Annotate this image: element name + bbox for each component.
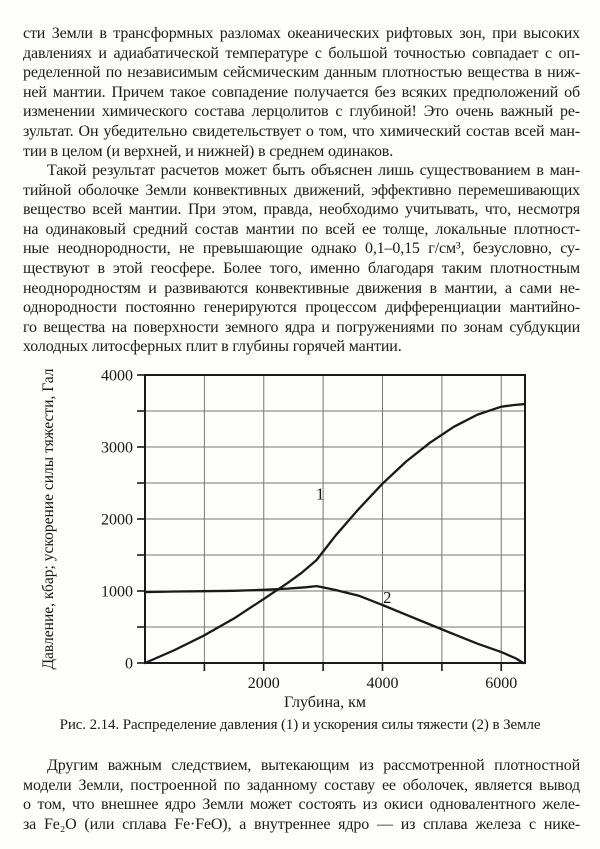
x-tick-label: 4000 [366,675,399,692]
y-tick-label: 2000 [101,511,133,529]
series-2-curve [145,586,523,663]
text-line: го вещества на поверхности земного ядра и погружениями по зонам субдукции [23,318,580,336]
paragraph-3 [23,756,580,834]
text-line: ные неоднородности, не превышающие однако 0,1–0,15 г/см³, безусловно, су- [23,240,580,258]
text-line: ществуют в этой геосфере. Более того, именно благодаря таким плотностным [23,259,580,277]
text-line: изменении химического состава лерцолитов с глубиной! Это очень важный ре- [23,103,580,121]
text-line: на одинаковый средний состав мантии по всей ее толще, локальные плотност- [23,220,580,238]
series-1-curve [145,404,523,663]
y-tick-label: 4000 [101,367,133,385]
text-line: однородности постоянно генерируются процессом дифференциации мантийно- [23,299,580,317]
text-line: ределенной по независимым сейсмическим данным плотностью вещества в ниж- [23,64,580,82]
text-line: за Fe₂O (или сплава Fe·FeO), а внутреннее ядро — из сплава железа с нике- [23,815,580,833]
text-line: вещество всей мантии. При этом, правда, необходимо учитывать, что, несмотря [23,201,580,219]
figure-2-14 [20,363,580,713]
text-line: Другим важным следствием, вытекающим из рассмотренной плотностной [47,757,580,774]
text-line: тийной оболочке Земли конвективных движений, эффективно перемешивающих [23,181,580,199]
curve-label-2: 2 [383,588,392,608]
text-line: неоднородностям и развиваются конвективные движения в мантии, а сами не- [23,279,580,297]
text-line: холодных литосферных плит в глубины горячей мантии. [23,338,402,356]
y-tick-label: 1000 [101,583,133,601]
text-line: о том, что внешнее ядро Земли может состоять из окиси одновалентного желе- [23,796,580,814]
text-line: зультат. Он убедительно свидетельствует о том, что химический состав всей ман- [23,122,580,140]
text-line: давлениях и адиабатической температуре с большой точностью совпадает с оп- [23,44,580,62]
y-axis-label: Давление, кбар; ускорение силы тяжести, Гал [40,368,57,670]
text-line: Такой результат расчетов может быть объяснен лишь существованием в ман- [47,162,580,179]
x-tick-label: 2000 [247,675,280,692]
pressure-gravity-chart [20,363,580,713]
text-line: сти Земли в трансформных разломах океанических рифтовых зон, при высоких [23,25,580,42]
text-line: тии в целом (и верхней, и нижней) в среднем одинаков. [23,142,394,160]
x-axis-label: Глубина, км [283,694,367,711]
figure-caption: Рис. 2.14. Распределение давления (1) и ускорения силы тяжести (2) в Земле [59,717,541,733]
y-tick-label: 0 [125,655,133,673]
x-tick-label: 6000 [485,675,518,692]
paragraph-1 [23,24,580,161]
y-tick-label: 3000 [101,439,133,457]
paragraph-2 [23,161,580,357]
text-line: модели Земли, построенной по заданному составу ее оболочек, является вывод [23,776,580,794]
text-line: ней мантии. Причем такое совпадение получается без всяких предположений об [23,83,580,101]
curve-label-1: 1 [316,484,325,504]
